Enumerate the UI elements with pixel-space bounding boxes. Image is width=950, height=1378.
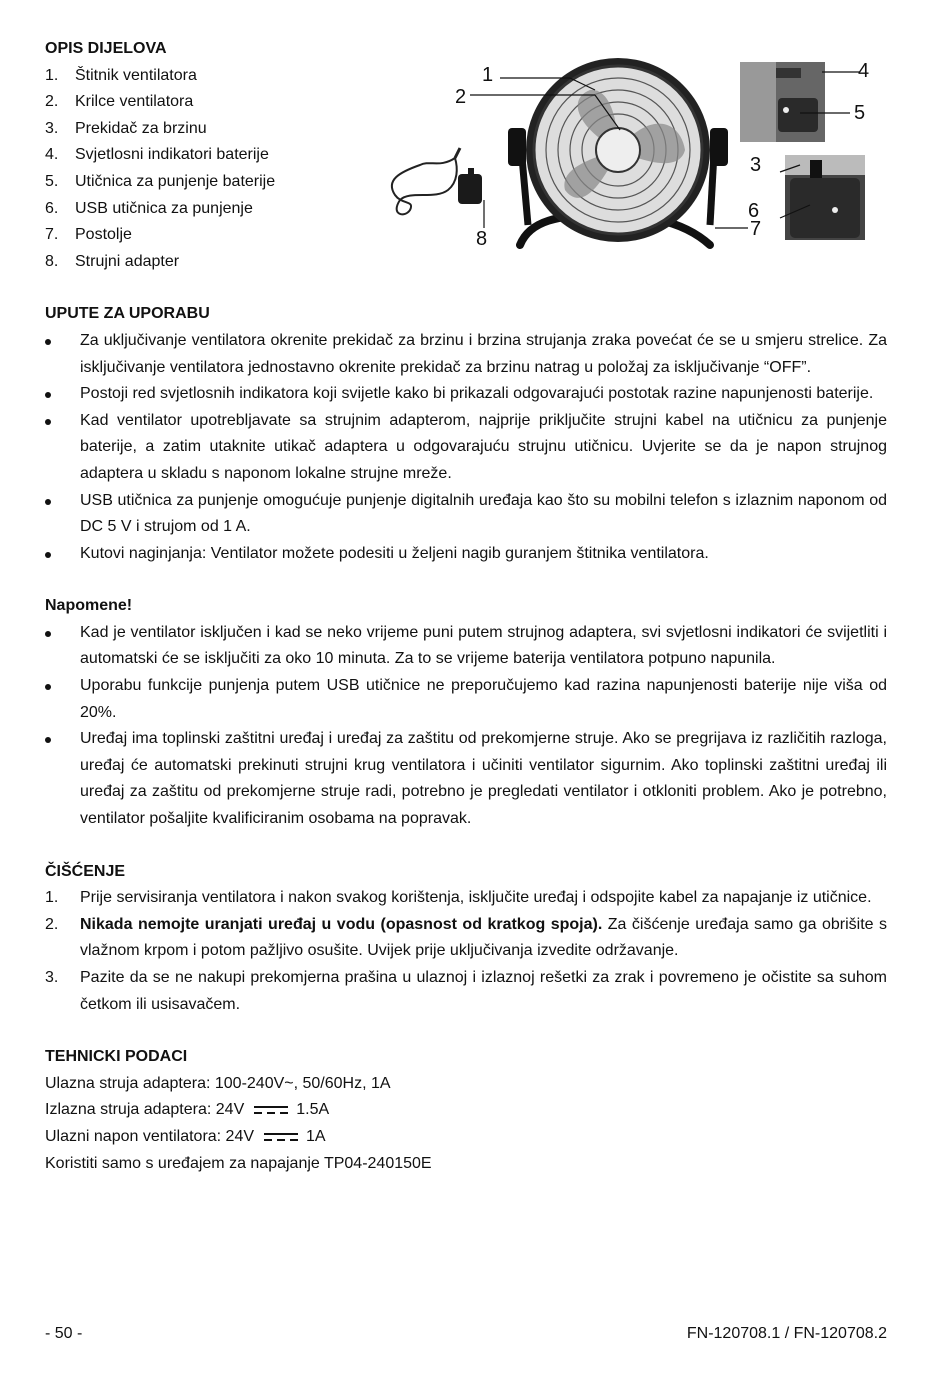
- list-item: 2. Nikada nemojte uranjati uređaj u vodu (opasnost od kratkog spoja). Za čišćenje uređaja samo ga obrišite s vlažnom krpom i potom pažljivo osušite. Uvijek prije uključivanja izvedite održavanje.: [45, 915, 888, 960]
- usage-list: [45, 328, 887, 567]
- page-number: - 50 -: [45, 1325, 83, 1342]
- list-item: 5. Utičnica za punjenje baterije: [45, 172, 276, 190]
- bullet-icon: [45, 408, 80, 488]
- list-item: 1. Prije servisiranja ventilatora i nakon svakog korištenja, isključite uređaj i odspojite kabel za napajanje iz utičnice.: [45, 889, 872, 907]
- list-item: 7. Postolje: [45, 226, 132, 244]
- warning-text: Nikada nemojte uranjati uređaj u vodu (opasnost od kratkog spoja).: [80, 915, 603, 933]
- dc-symbol-icon: [254, 1104, 288, 1116]
- list-item: Za uključivanje ventilatora okrenite prekidač za brzinu i brzina strujanja zraka povećat će se u smjeru strelice. Za isključivanje ventilatora jednostavno okrenite prekidač za brzinu natrag u položaj za isključivanje “OFF”.: [45, 328, 887, 381]
- bullet-icon: [45, 673, 80, 726]
- list-item: Kutovi naginjanja: Ventilator možete podesiti u željeni nagib guranjem štitnika ventilatora.: [45, 541, 887, 568]
- bullet-icon: [45, 328, 80, 381]
- bullet-icon: [45, 726, 80, 832]
- detail-photo-top-icon: [740, 62, 825, 142]
- callout-5: 5: [854, 102, 866, 124]
- callout-2: 2: [455, 86, 467, 108]
- callout-3: 3: [750, 154, 762, 176]
- list-item: 4. Svjetlosni indikatori baterije: [45, 146, 269, 164]
- spec-line: Ulazna struja adaptera: 100-240V~, 50/60Hz, 1A: [45, 1074, 391, 1092]
- callout-7: 7: [750, 218, 762, 240]
- tech-heading: TEHNICKI PODACI: [45, 1048, 188, 1066]
- list-item: Uređaj ima toplinski zaštitni uređaj i uređaj za zaštitu od prekomjerne struje. Ako se pregrijava iz različitih razloga, uređaj će automatski prekinuti strujni krug ventilatora i učiniti ventilator sigurnim. Ako toplinski zaštitni uređaj ili uređaj za zaštitu od prekomjerne struje radi, potrebno je pregledati ventilator i otkloniti problem. Ako je potrebno, ventilator pošaljite kvalificiranim osobama na popravak.: [45, 726, 887, 832]
- tech-specs: [45, 1044, 887, 1177]
- spec-line: Izlazna struja adaptera: 24V 1.5A: [45, 1101, 330, 1119]
- list-item: 1. Štitnik ventilatora: [45, 66, 197, 84]
- dc-symbol-icon: [264, 1131, 298, 1143]
- list-item: 3. Prekidač za brzinu: [45, 119, 207, 137]
- adapter-icon: [392, 148, 482, 214]
- callout-6: 6: [748, 200, 760, 222]
- list-item: 2. Krilce ventilatora: [45, 93, 194, 111]
- spec-line: Koristiti samo s uređajem za napajanje TP04-240150E: [45, 1154, 432, 1172]
- fan-icon: [526, 58, 710, 242]
- list-item: Postoji red svjetlosnih indikatora koji svijetle kako bi prikazali odgovarajući postotak razine napunjenosti baterije.: [45, 381, 887, 408]
- notes-heading: Napomene!: [45, 597, 133, 615]
- list-item: 3. Pazite da se ne nakupi prekomjerna prašina u ulaznoj i izlaznoj rešetki za zrak i povremeno je očistite sa suhom četkom ili usisavačem.: [45, 969, 887, 1013]
- list-item: 8. Strujni adapter: [45, 252, 180, 270]
- notes-list: [45, 620, 887, 833]
- callout-8: 8: [476, 228, 488, 250]
- bullet-icon: [45, 541, 80, 568]
- callout-1: 1: [482, 64, 494, 86]
- bullet-icon: [45, 381, 80, 408]
- list-item: Kad ventilator upotrebljavate sa strujnim adapterom, najprije priključite strujni kabel na utičnicu za punjenje baterije, a zatim utaknite utikač adaptera u odgovarajuću strujnu utičnicu. Uvjerite se da je napon strujnog adaptera u skladu s naponom lokalne strujne mreže.: [45, 408, 887, 488]
- list-item: Uporabu funkcije punjenja putem USB utičnice ne preporučujemo kad razina napunjenosti baterije nije viša od 20%.: [45, 673, 887, 726]
- list-item: USB utičnica za punjenje omogućuje punjenje digitalnih uređaja kao što su mobilni telefon s izlaznim naponom od DC 5 V i strujom od 1 A.: [45, 488, 887, 541]
- usage-heading: UPUTE ZA UPORABU: [45, 305, 210, 323]
- model-number: FN-120708.1 / FN-120708.2: [686, 1325, 887, 1342]
- detail-photo-bottom-icon: [785, 155, 865, 240]
- list-item: 6. USB utičnica za punjenje: [45, 199, 253, 217]
- product-figure: [380, 50, 880, 260]
- cleaning-list: [45, 885, 887, 1018]
- callout-4: 4: [858, 60, 870, 82]
- spec-line: Ulazni napon ventilatora: 24V 1A: [45, 1127, 326, 1145]
- bullet-icon: [45, 488, 80, 541]
- parts-heading: OPIS DIJELOVA: [45, 40, 167, 57]
- cleaning-heading: ČIŠĆENJE: [45, 862, 126, 880]
- bullet-icon: [45, 620, 80, 673]
- list-item: Kad je ventilator isključen i kad se neko vrijeme puni putem strujnog adaptera, svi svjetlosni indikatori će svijetliti i automatski će se isključiti za oko 10 minuta. Za to se vrijeme baterija ventilatora potpuno napunila.: [45, 620, 887, 673]
